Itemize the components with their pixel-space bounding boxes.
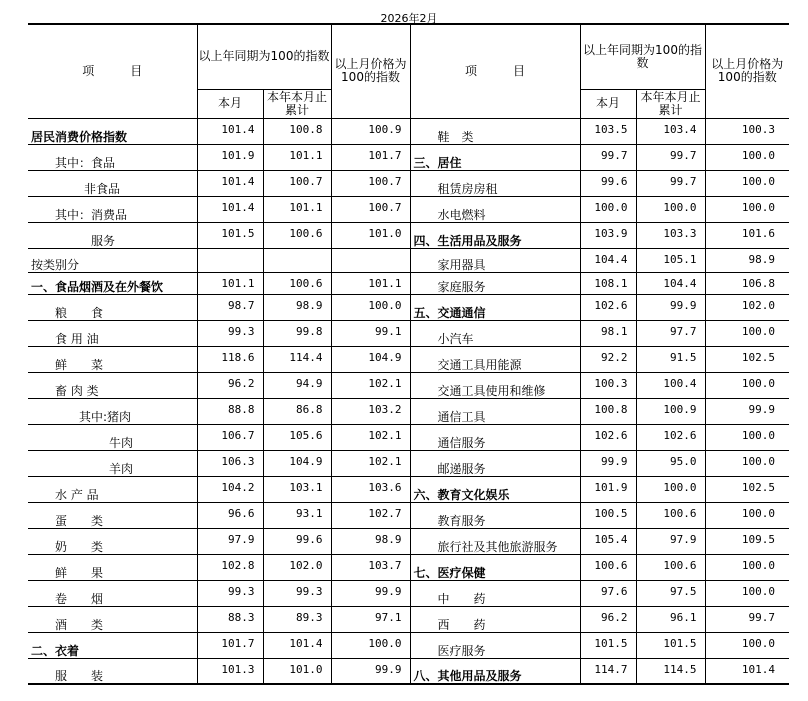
- value-ytd-right: 100.0: [636, 196, 705, 222]
- value-ytd-right: 114.5: [636, 658, 705, 684]
- header-ytd-right: 本年本月止 累计: [636, 89, 705, 118]
- value-mom-left: 102.1: [331, 372, 410, 398]
- item-name-left: 鲜 果: [28, 554, 197, 580]
- value-this-month-right: 96.2: [580, 606, 636, 632]
- item-name-left: 其中：消费品: [28, 196, 197, 222]
- value-mom-right: 100.0: [705, 372, 789, 398]
- value-mom-left: 99.1: [331, 320, 410, 346]
- report-period: 2026年2月: [380, 12, 438, 25]
- value-mom-left: 104.9: [331, 346, 410, 372]
- value-ytd-left: 114.4: [263, 346, 331, 372]
- value-ytd-left: 93.1: [263, 502, 331, 528]
- table-row: [28, 320, 789, 346]
- value-mom-left: 100.0: [331, 294, 410, 320]
- value-this-month-right: 98.1: [580, 320, 636, 346]
- table-row: [28, 346, 789, 372]
- item-name-right: 旅行社及其他旅游服务: [410, 528, 580, 554]
- item-name-left: 其中:猪肉: [28, 398, 197, 424]
- header-yoy-left: 以上年同期为100的指数: [197, 24, 331, 89]
- value-ytd-right: 97.7: [636, 320, 705, 346]
- value-mom-right: 102.0: [705, 294, 789, 320]
- value-ytd-right: 95.0: [636, 450, 705, 476]
- table-row: [28, 222, 789, 248]
- value-ytd-right: 102.6: [636, 424, 705, 450]
- table-row: [28, 272, 789, 294]
- value-mom-left: 102.1: [331, 450, 410, 476]
- value-ytd-left: 100.8: [263, 118, 331, 144]
- value-ytd-right: 100.9: [636, 398, 705, 424]
- value-ytd-right: 101.5: [636, 632, 705, 658]
- value-this-month-left: 98.7: [197, 294, 263, 320]
- value-ytd-right: 104.4: [636, 272, 705, 294]
- value-this-month-right: 97.6: [580, 580, 636, 606]
- value-this-month-left: 99.3: [197, 320, 263, 346]
- value-ytd-right: 99.9: [636, 294, 705, 320]
- item-name-right: 小汽车: [410, 320, 580, 346]
- value-mom-right: 101.4: [705, 658, 789, 684]
- value-ytd-left: 99.6: [263, 528, 331, 554]
- table-row: [28, 196, 789, 222]
- header-mom-left: 以上月价格为 100的指数: [331, 24, 410, 118]
- value-ytd-right: 99.7: [636, 144, 705, 170]
- value-mom-right: 100.0: [705, 196, 789, 222]
- value-mom-left: 102.1: [331, 424, 410, 450]
- value-ytd-right: 100.6: [636, 554, 705, 580]
- value-mom-right: 102.5: [705, 476, 789, 502]
- table-row: [28, 528, 789, 554]
- value-this-month-right: 114.7: [580, 658, 636, 684]
- value-ytd-right: 99.7: [636, 170, 705, 196]
- value-mom-left: 101.1: [331, 272, 410, 294]
- item-name-left: 一、食品烟酒及在外餐饮: [28, 272, 197, 294]
- value-ytd-left: 99.3: [263, 580, 331, 606]
- item-name-right: 租赁房房租: [410, 170, 580, 196]
- value-this-month-left: 106.7: [197, 424, 263, 450]
- value-ytd-left: 86.8: [263, 398, 331, 424]
- value-this-month-left: 88.3: [197, 606, 263, 632]
- value-mom-left: 100.7: [331, 196, 410, 222]
- item-name-right: 通信服务: [410, 424, 580, 450]
- item-name-right: 五、交通通信: [410, 294, 580, 320]
- value-mom-right: 100.0: [705, 144, 789, 170]
- value-this-month-right: 100.0: [580, 196, 636, 222]
- item-name-left: 二、衣着: [28, 632, 197, 658]
- cpi-table: [28, 23, 789, 685]
- value-this-month-right: 101.9: [580, 476, 636, 502]
- value-this-month-right: 102.6: [580, 294, 636, 320]
- item-name-left: 羊肉: [28, 450, 197, 476]
- header-item-right: 项 目: [410, 24, 580, 118]
- table-row: [28, 144, 789, 170]
- item-name-left: 畜 肉 类: [28, 372, 197, 398]
- value-mom-right: 98.9: [705, 248, 789, 272]
- value-mom-right: 100.0: [705, 450, 789, 476]
- value-mom-left: 100.7: [331, 170, 410, 196]
- value-this-month-left: 102.8: [197, 554, 263, 580]
- value-this-month-right: 100.8: [580, 398, 636, 424]
- item-name-left: 卷 烟: [28, 580, 197, 606]
- value-ytd-left: 100.6: [263, 222, 331, 248]
- value-mom-left: 100.9: [331, 118, 410, 144]
- value-mom-left: 103.6: [331, 476, 410, 502]
- header-ytd-left: 本年本月止 累计: [263, 89, 331, 118]
- value-mom-right: 99.9: [705, 398, 789, 424]
- table-row: [28, 248, 789, 272]
- value-this-month-left: 118.6: [197, 346, 263, 372]
- item-name-right: 三、居住: [410, 144, 580, 170]
- value-this-month-right: 101.5: [580, 632, 636, 658]
- item-name-right: 医疗服务: [410, 632, 580, 658]
- table-row: [28, 424, 789, 450]
- value-ytd-left: 102.0: [263, 554, 331, 580]
- value-ytd-left: 101.1: [263, 144, 331, 170]
- value-this-month-left: 96.2: [197, 372, 263, 398]
- value-ytd-right: 96.1: [636, 606, 705, 632]
- value-mom-right: 100.0: [705, 320, 789, 346]
- value-this-month-left: 101.7: [197, 632, 263, 658]
- item-name-left: 服务: [28, 222, 197, 248]
- value-mom-right: 109.5: [705, 528, 789, 554]
- value-mom-left: 97.1: [331, 606, 410, 632]
- value-mom-left: 103.7: [331, 554, 410, 580]
- table-row: [28, 372, 789, 398]
- value-ytd-left: 101.1: [263, 196, 331, 222]
- value-this-month-right: 103.9: [580, 222, 636, 248]
- value-this-month-left: 101.5: [197, 222, 263, 248]
- item-name-right: 中 药: [410, 580, 580, 606]
- item-name-left: 服 装: [28, 658, 197, 684]
- value-ytd-left: 104.9: [263, 450, 331, 476]
- value-this-month-left: 101.9: [197, 144, 263, 170]
- item-name-left: 非食品: [28, 170, 197, 196]
- item-name-right: 七、医疗保健: [410, 554, 580, 580]
- value-this-month-left: 101.3: [197, 658, 263, 684]
- item-name-right: 六、教育文化娱乐: [410, 476, 580, 502]
- value-mom-left: [331, 248, 410, 272]
- value-ytd-left: 99.8: [263, 320, 331, 346]
- value-ytd-right: 100.0: [636, 476, 705, 502]
- value-this-month-right: 99.9: [580, 450, 636, 476]
- item-name-left: 其中：食品: [28, 144, 197, 170]
- value-mom-right: 100.3: [705, 118, 789, 144]
- value-this-month-right: 92.2: [580, 346, 636, 372]
- item-name-right: 交通工具用能源: [410, 346, 580, 372]
- value-this-month-left: 106.3: [197, 450, 263, 476]
- value-ytd-right: 103.3: [636, 222, 705, 248]
- table-row: [28, 450, 789, 476]
- table-row: [28, 554, 789, 580]
- item-name-right: 家用器具: [410, 248, 580, 272]
- value-mom-right: 106.8: [705, 272, 789, 294]
- value-ytd-left: 100.7: [263, 170, 331, 196]
- value-ytd-left: 100.6: [263, 272, 331, 294]
- value-this-month-left: 101.4: [197, 170, 263, 196]
- item-name-left: 居民消费价格指数: [28, 118, 197, 144]
- item-name-right: 八、其他用品及服务: [410, 658, 580, 684]
- table-row: [28, 606, 789, 632]
- header-yoy-right: 以上年同期为100的指 数: [580, 24, 705, 89]
- item-name-left: 鲜 菜: [28, 346, 197, 372]
- item-name-left: 牛肉: [28, 424, 197, 450]
- value-ytd-left: 94.9: [263, 372, 331, 398]
- table-row: [28, 170, 789, 196]
- value-this-month-right: 108.1: [580, 272, 636, 294]
- value-mom-right: 100.0: [705, 502, 789, 528]
- value-ytd-right: 97.9: [636, 528, 705, 554]
- value-mom-right: 100.0: [705, 170, 789, 196]
- value-this-month-right: 105.4: [580, 528, 636, 554]
- value-ytd-right: 100.4: [636, 372, 705, 398]
- value-mom-right: 100.0: [705, 580, 789, 606]
- header-this-month-right: 本月: [580, 89, 636, 118]
- value-ytd-right: 97.5: [636, 580, 705, 606]
- item-name-left: 粮 食: [28, 294, 197, 320]
- item-name-left: 水 产 品: [28, 476, 197, 502]
- value-mom-left: 101.7: [331, 144, 410, 170]
- value-mom-left: 103.2: [331, 398, 410, 424]
- value-ytd-left: 89.3: [263, 606, 331, 632]
- value-this-month-left: 101.4: [197, 118, 263, 144]
- value-mom-right: 102.5: [705, 346, 789, 372]
- item-name-right: 四、生活用品及服务: [410, 222, 580, 248]
- table-row: [28, 632, 789, 658]
- value-ytd-right: 105.1: [636, 248, 705, 272]
- value-mom-left: 102.7: [331, 502, 410, 528]
- value-ytd-left: 101.4: [263, 632, 331, 658]
- value-this-month-right: 100.6: [580, 554, 636, 580]
- value-this-month-right: 104.4: [580, 248, 636, 272]
- value-this-month-left: 97.9: [197, 528, 263, 554]
- value-mom-left: 98.9: [331, 528, 410, 554]
- item-name-left: 食 用 油: [28, 320, 197, 346]
- value-this-month-left: 104.2: [197, 476, 263, 502]
- item-name-right: 教育服务: [410, 502, 580, 528]
- table-row: [28, 580, 789, 606]
- item-name-left: 按类别分: [28, 248, 197, 272]
- table-row: [28, 476, 789, 502]
- item-name-right: 通信工具: [410, 398, 580, 424]
- item-name-left: 奶 类: [28, 528, 197, 554]
- value-this-month-right: 99.6: [580, 170, 636, 196]
- item-name-right: 西 药: [410, 606, 580, 632]
- value-mom-left: 99.9: [331, 658, 410, 684]
- value-this-month-right: 103.5: [580, 118, 636, 144]
- value-ytd-right: 100.6: [636, 502, 705, 528]
- table-row: [28, 118, 789, 144]
- table-row: [28, 294, 789, 320]
- value-this-month-left: 96.6: [197, 502, 263, 528]
- value-this-month-left: [197, 248, 263, 272]
- item-name-right: 家庭服务: [410, 272, 580, 294]
- table-row: [28, 502, 789, 528]
- header-mom-right: 以上月价格为 100的指数: [705, 24, 789, 118]
- value-mom-left: 99.9: [331, 580, 410, 606]
- value-mom-left: 101.0: [331, 222, 410, 248]
- value-ytd-left: 103.1: [263, 476, 331, 502]
- header-this-month-left: 本月: [197, 89, 263, 118]
- value-mom-right: 100.0: [705, 632, 789, 658]
- table-row: [28, 398, 789, 424]
- value-mom-right: 100.0: [705, 554, 789, 580]
- value-this-month-left: 88.8: [197, 398, 263, 424]
- table-row: [28, 658, 789, 684]
- value-mom-left: 100.0: [331, 632, 410, 658]
- value-this-month-left: 101.4: [197, 196, 263, 222]
- value-ytd-left: [263, 248, 331, 272]
- value-this-month-left: 101.1: [197, 272, 263, 294]
- value-this-month-right: 100.5: [580, 502, 636, 528]
- value-mom-right: 101.6: [705, 222, 789, 248]
- item-name-right: 交通工具使用和维修: [410, 372, 580, 398]
- value-this-month-right: 102.6: [580, 424, 636, 450]
- value-this-month-left: 99.3: [197, 580, 263, 606]
- value-ytd-right: 91.5: [636, 346, 705, 372]
- value-mom-right: 99.7: [705, 606, 789, 632]
- item-name-right: 邮递服务: [410, 450, 580, 476]
- header-item-left: 项 目: [28, 24, 197, 118]
- value-mom-right: 100.0: [705, 424, 789, 450]
- value-this-month-right: 100.3: [580, 372, 636, 398]
- item-name-left: 蛋 类: [28, 502, 197, 528]
- value-ytd-left: 98.9: [263, 294, 331, 320]
- value-this-month-right: 99.7: [580, 144, 636, 170]
- item-name-right: 鞋 类: [410, 118, 580, 144]
- value-ytd-left: 105.6: [263, 424, 331, 450]
- item-name-right: 水电燃料: [410, 196, 580, 222]
- item-name-left: 酒 类: [28, 606, 197, 632]
- value-ytd-left: 101.0: [263, 658, 331, 684]
- value-ytd-right: 103.4: [636, 118, 705, 144]
